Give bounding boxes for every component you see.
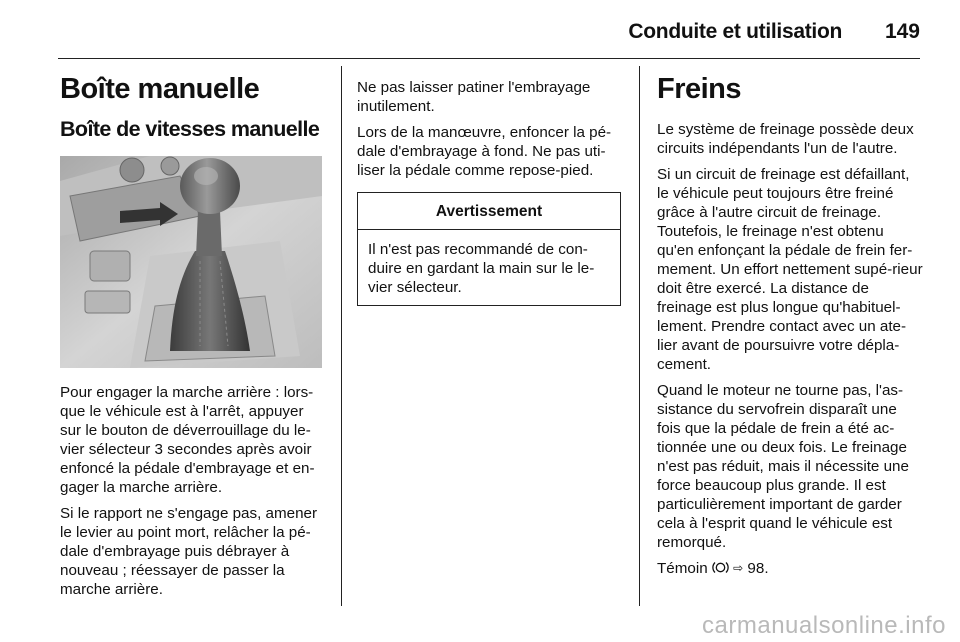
paragraph: Pour engager la marche arrière : lors-que le véhicule est à l'arrêt, appuyer sur le bouton de déverrouillage du le-vier sélecteur 3 secondes après avoir enfoncé la pédale d'embrayage et en-gager la marche arrière. [60,384,315,496]
subsection-heading: Boîte de vitesses manuelle [60,117,320,141]
warning-box [357,192,621,306]
indicator-label: Témoin [657,560,708,577]
paragraph: Lors de la manœuvre, enfoncer la pé-dale d'embrayage à fond. Ne pas uti-liser la pédale comme repose-pied. [357,124,612,179]
gear-lever-illustration [60,156,322,368]
column-1 [60,62,324,606]
page-header [58,12,920,59]
warning-body: Il n'est pas recommandé de con-duire en gardant la main sur le le-vier sélecteur. [368,241,595,296]
column-divider [341,66,342,606]
paragraph: Le système de freinage possède deux circuits indépendants l'un de l'autre. [657,121,914,157]
paragraph: Si le rapport ne s'engage pas, amener le levier au point mort, relâcher la pé-dale d'embrayage puis débrayer à nouveau ; réessayer de passer la marche arrière. [60,505,318,598]
watermark: carmanualsonline.info [702,612,946,639]
paragraph: Si un circuit de freinage est défaillant, le véhicule peut toujours être freiné grâce à l'autre circuit de freinage. Toutefois, le freinage n'est obtenu qu'en enfonçant la pédale de frein fer-mement. Un effort nettement supé-rieur doit être exercé. La distance de freinage est plus longue qu'habituel-lement. Prendre contact avec un ate-lier avant de poursuivre votre dépla-cement. [657,166,923,373]
warning-title: Avertissement [358,193,620,230]
brake-warning-icon [712,560,729,575]
page-number: 149 [884,20,920,43]
column-divider [639,66,640,606]
paragraph: Ne pas laisser patiner l'embrayage inutilement. [357,79,591,115]
indicator-reference [657,559,923,578]
arrow-ref-icon: ⇨ [733,561,744,575]
paragraph: Quand le moteur ne tourne pas, l'as-sistance du servofrein disparaît une fois que la pédale de frein a été ac-tionnée une ou deux fois. Le freinage n'est pas réduit, mais il nécessite une force beaucoup plus grande. Il est particulièrement important de garder cela à l'esprit quand le véhicule est remorqué. [657,382,909,551]
page-reference: 98. [747,560,769,577]
section-heading: Freins [657,73,742,105]
column-2 [357,78,622,306]
column-3 [657,62,923,585]
section-title: Conduite et utilisation [628,20,842,43]
section-heading: Boîte manuelle [60,73,260,105]
